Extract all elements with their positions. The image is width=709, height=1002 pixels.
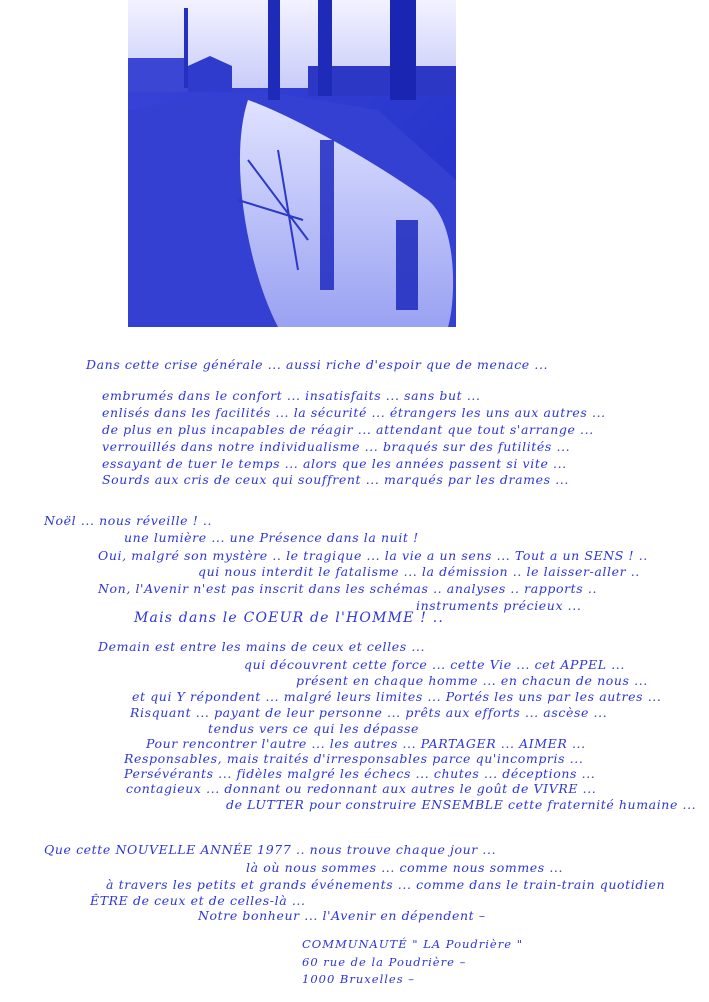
poem-line: Sourds aux cris de ceux qui souffrent ... marqués par les drames ... bbox=[102, 472, 569, 487]
poem-line: ÊTRE de ceux et de celles-là ... bbox=[90, 893, 306, 908]
signature-address: 60 rue de la Poudrière – bbox=[302, 955, 467, 969]
poem-line: Mais dans le COEUR de l'HOMME ! .. bbox=[134, 610, 444, 626]
signature-community: COMMUNAUTÉ " LA Poudrière " bbox=[302, 937, 523, 951]
poem-line: à travers les petits et grands événements ... comme dans le train-train quotidien bbox=[106, 877, 666, 892]
roadside-puddle-reflection-photo bbox=[128, 0, 456, 327]
poem-line: embrumés dans le confort ... insatisfaits ... sans but ... bbox=[102, 388, 481, 403]
poem-line: enlisés dans les facilités ... la sécurité ... étrangers les uns aux autres ... bbox=[102, 405, 606, 420]
poem-line: verrouillés dans notre individualisme ... braqués sur des futilités ... bbox=[102, 439, 571, 454]
poem-line: Pour rencontrer l'autre ... les autres ... PARTAGER ... AIMER ... bbox=[146, 736, 586, 751]
poem-line: de LUTTER pour construire ENSEMBLE cette fraternité humaine ... bbox=[226, 797, 697, 812]
poem-line: essayant de tuer le temps ... alors que les années passent si vite ... bbox=[102, 456, 567, 471]
poem-line: Noël ... nous réveille ! .. bbox=[44, 513, 213, 528]
poem-line: qui nous interdit le fatalisme ... la démission .. le laisser-aller .. bbox=[198, 564, 640, 579]
photo-drawing bbox=[128, 0, 456, 327]
poem-line: Notre bonheur ... l'Avenir en dépendent – bbox=[198, 908, 486, 923]
poem-line: Dans cette crise générale ... aussi riche d'espoir que de menace ... bbox=[86, 357, 549, 372]
poem-line: instruments précieux ... bbox=[416, 598, 582, 613]
poem-line: Persévérants ... fidèles malgré les échecs ... chutes ... déceptions ... bbox=[124, 766, 596, 781]
poem-line: contagieux ... donnant ou redonnant aux autres le goût de VIVRE ... bbox=[126, 781, 597, 796]
poem-line: qui découvrent cette force ... cette Vie ... cet APPEL ... bbox=[244, 657, 625, 672]
poem-line: une lumière ... une Présence dans la nuit ! bbox=[124, 530, 419, 545]
poem-line: Que cette NOUVELLE ANNÉE 1977 .. nous trouve chaque jour ... bbox=[44, 842, 497, 857]
signature-city: 1000 Bruxelles – bbox=[302, 972, 416, 986]
poem-line: Non, l'Avenir n'est pas inscrit dans les schémas .. analyses .. rapports .. bbox=[98, 581, 598, 596]
poem-line: et qui Y répondent ... malgré leurs limites ... Portés les uns par les autres ... bbox=[132, 689, 662, 704]
poem-line: tendus vers ce qui les dépasse bbox=[208, 721, 419, 736]
poem-line: là où nous sommes ... comme nous sommes ... bbox=[246, 860, 564, 875]
poem-line: Oui, malgré son mystère .. le tragique ... la vie a un sens ... Tout a un SENS ! .. bbox=[98, 548, 648, 563]
poem-line: Demain est entre les mains de ceux et celles ... bbox=[98, 639, 426, 654]
poem-line: présent en chaque homme ... en chacun de nous ... bbox=[296, 673, 648, 688]
poem-line: de plus en plus incapables de réagir ... attendant que tout s'arrange ... bbox=[102, 422, 594, 437]
poem-line: Risquant ... payant de leur personne ... prêts aux efforts ... ascèse ... bbox=[130, 705, 608, 720]
poem-line: Responsables, mais traités d'irresponsables parce qu'incompris ... bbox=[124, 751, 584, 766]
